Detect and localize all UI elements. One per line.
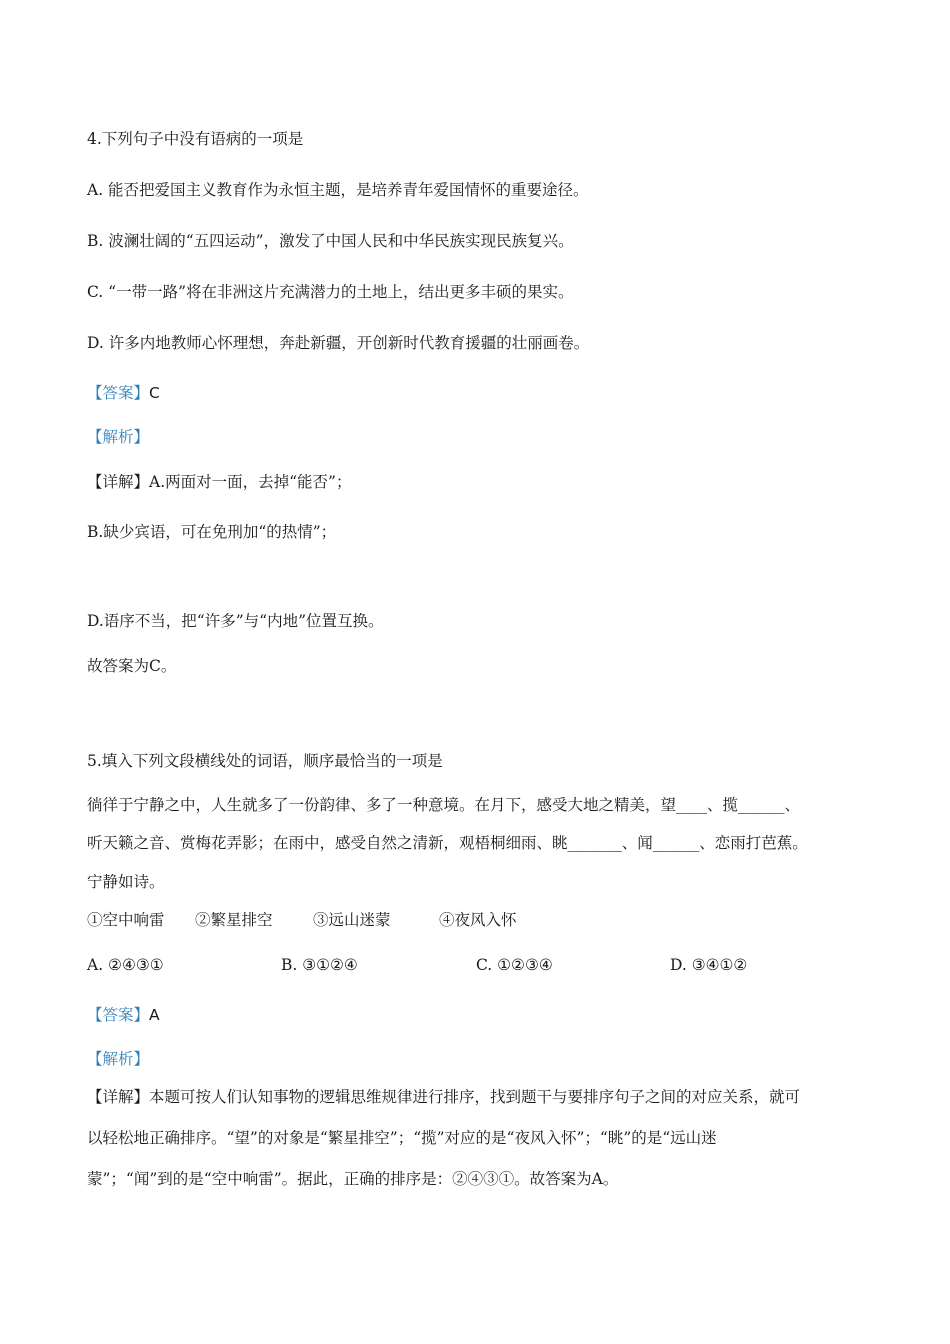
q5-detail-line-1 xyxy=(87,1087,800,1107)
q5-answer-value: A xyxy=(149,1006,160,1024)
q4-option-a: A. 能否把爱国主义教育作为永恒主题，是培养青年爱国情怀的重要途径。 xyxy=(87,181,589,199)
q4-answer-line xyxy=(87,383,160,403)
q5-phrase-4: ④夜风入怀 xyxy=(439,911,517,929)
q5-detail-tag: 【详解】 xyxy=(87,1088,150,1106)
q5-answer-line xyxy=(87,1005,160,1025)
q5-analysis-tag: 【解析】 xyxy=(87,1050,150,1068)
q4-detail-line-4: 故答案为C。 xyxy=(87,657,177,675)
q4-option-b: B. 波澜壮阔的“五四运动”，激发了中国人民和中华民族实现民族复兴。 xyxy=(87,232,574,250)
q4-stem: 4.下列句子中没有语病的一项是 xyxy=(87,130,304,148)
q5-passage-line-1: 徜徉于宁静之中，人生就多了一份韵律、多了一种意境。在月下，感受大地之精美，望____、揽______、 xyxy=(87,796,801,814)
q4-detail-line-1 xyxy=(87,472,352,492)
q5-detail-line-2: 以轻松地正确排序。“望”的对象是“繁星排空”；“揽”对应的是“夜风入怀”；“眺”的是“远山迷 xyxy=(87,1129,717,1147)
q5-phrase-1: ①空中响雷 xyxy=(87,911,165,929)
q5-passage-line-2: 听天籁之音、赏梅花弄影；在雨中，感受自然之清新，观梧桐细雨、眺_______、闻______、恋雨打芭蕉。 xyxy=(87,834,808,852)
q5-phrase-3: ③远山迷蒙 xyxy=(313,911,391,929)
q5-option-a: A. ②④③① xyxy=(87,956,164,974)
q4-option-d: D. 许多内地教师心怀理想，奔赴新疆，开创新时代教育援疆的壮丽画卷。 xyxy=(87,334,590,352)
q5-option-d: D. ③④①② xyxy=(670,956,748,974)
q5-phrase-2: ②繁星排空 xyxy=(195,911,273,929)
q5-stem: 5.填入下列文段横线处的词语，顺序最恰当的一项是 xyxy=(87,752,443,770)
q5-detail-text-1: 本题可按人们认知事物的逻辑思维规律进行排序，找到题干与要排序句子之间的对应关系，就可 xyxy=(149,1088,801,1106)
q5-answer-tag: 【答案】 xyxy=(87,1006,150,1024)
q4-detail-line-2: B.缺少宾语，可在免刑加“的热情”； xyxy=(87,523,337,541)
q5-option-b: B. ③①②④ xyxy=(281,956,358,974)
q5-option-c: C. ①②③④ xyxy=(476,956,553,974)
q4-option-c: C. “一带一路”将在非洲这片充满潜力的土地上，结出更多丰硕的果实。 xyxy=(87,283,574,301)
q4-analysis-tag: 【解析】 xyxy=(87,428,150,446)
q4-detail-text-1: A.两面对一面，去掉“能否”； xyxy=(149,473,352,491)
q4-detail-line-3: D.语序不当，把“许多”与“内地”位置互换。 xyxy=(87,612,384,630)
q4-answer-value: C xyxy=(149,384,160,402)
q5-detail-line-3: 蒙”；“闻”到的是“空中响雷”。据此，正确的排序是：②④③①。故答案为A。 xyxy=(87,1170,619,1188)
q4-detail-tag: 【详解】 xyxy=(87,473,150,491)
q5-passage-line-3: 宁静如诗。 xyxy=(87,873,165,891)
q4-answer-tag: 【答案】 xyxy=(87,384,150,402)
